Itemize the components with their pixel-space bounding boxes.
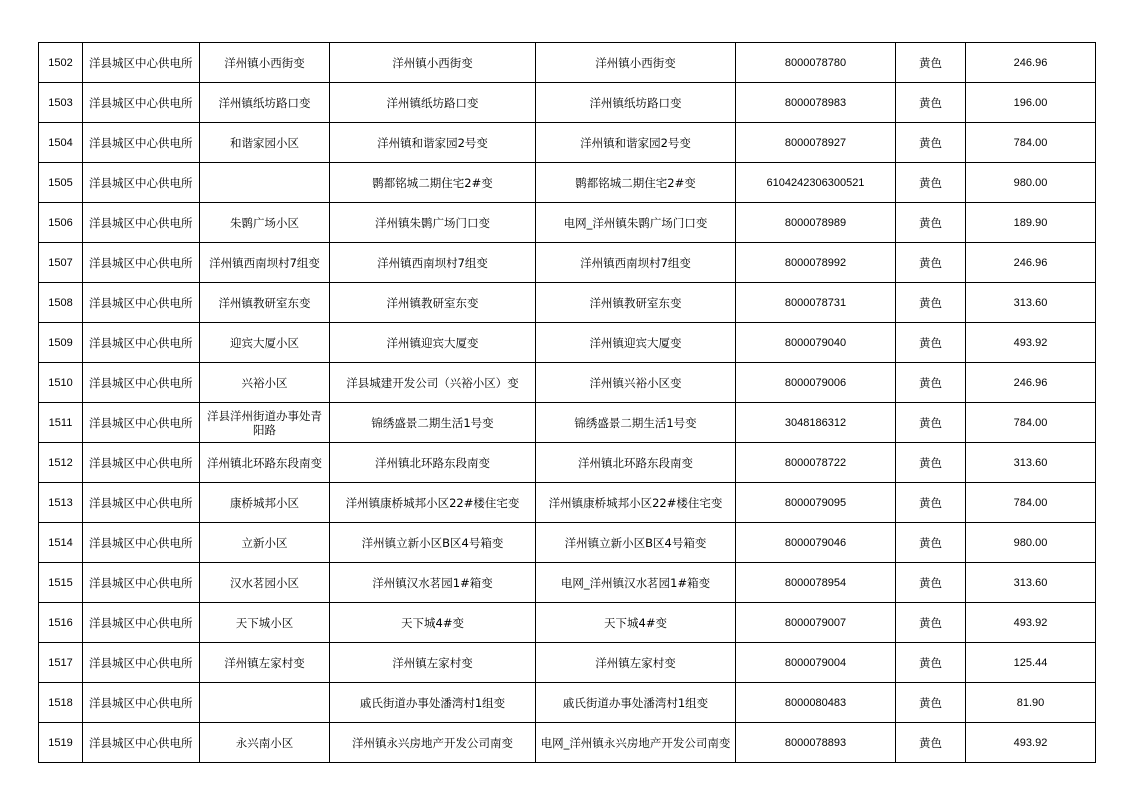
row-number: 1512 [39, 443, 83, 483]
transformer-cell: 洋州镇西南坝村7组变 [330, 243, 536, 283]
warning-level-cell: 黄色 [896, 403, 966, 443]
area-cell: 汉水茗园小区 [200, 563, 330, 603]
warning-level-cell: 黄色 [896, 483, 966, 523]
table-row [39, 723, 1096, 763]
capacity-cell: 980.00 [966, 163, 1096, 203]
transformer-cell: 洋州镇北环路东段南变 [330, 443, 536, 483]
row-number: 1505 [39, 163, 83, 203]
row-number: 1508 [39, 283, 83, 323]
grid-name-cell: 洋州镇和谐家园2号变 [536, 123, 736, 163]
table-row [39, 523, 1096, 563]
warning-level-cell: 黄色 [896, 443, 966, 483]
warning-level-cell: 黄色 [896, 243, 966, 283]
grid-name-cell: 洋州镇康桥城邦小区22#楼住宅变 [536, 483, 736, 523]
capacity-cell: 784.00 [966, 483, 1096, 523]
supply-station-cell: 洋县城区中心供电所 [83, 43, 200, 83]
table-row [39, 123, 1096, 163]
capacity-cell: 784.00 [966, 123, 1096, 163]
warning-level-cell: 黄色 [896, 363, 966, 403]
grid-name-cell: 洋州镇左家村变 [536, 643, 736, 683]
warning-level-cell: 黄色 [896, 43, 966, 83]
area-cell: 和谐家园小区 [200, 123, 330, 163]
row-number: 1504 [39, 123, 83, 163]
area-cell: 迎宾大厦小区 [200, 323, 330, 363]
supply-station-cell: 洋县城区中心供电所 [83, 483, 200, 523]
warning-level-cell: 黄色 [896, 683, 966, 723]
capacity-cell: 125.44 [966, 643, 1096, 683]
warning-level-cell: 黄色 [896, 203, 966, 243]
row-number: 1502 [39, 43, 83, 83]
row-number: 1513 [39, 483, 83, 523]
grid-name-cell: 戚氏街道办事处潘湾村1组变 [536, 683, 736, 723]
account-number-cell: 8000079006 [736, 363, 896, 403]
area-cell [200, 683, 330, 723]
account-number-cell: 8000078989 [736, 203, 896, 243]
grid-name-cell: 洋州镇小西街变 [536, 43, 736, 83]
grid-name-cell: 电网_洋州镇永兴房地产开发公司南变 [536, 723, 736, 763]
supply-station-cell: 洋县城区中心供电所 [83, 163, 200, 203]
grid-name-cell: 洋州镇纸坊路口变 [536, 83, 736, 123]
area-cell: 洋州镇教研室东变 [200, 283, 330, 323]
area-cell: 兴裕小区 [200, 363, 330, 403]
warning-level-cell: 黄色 [896, 163, 966, 203]
table-row [39, 323, 1096, 363]
transformer-cell: 洋州镇康桥城邦小区22#楼住宅变 [330, 483, 536, 523]
transformer-cell: 锦绣盛景二期生活1号变 [330, 403, 536, 443]
account-number-cell: 3048186312 [736, 403, 896, 443]
supply-station-cell: 洋县城区中心供电所 [83, 723, 200, 763]
table-row [39, 203, 1096, 243]
area-cell: 洋州镇左家村变 [200, 643, 330, 683]
account-number-cell: 6104242306300521 [736, 163, 896, 203]
area-cell: 洋州镇纸坊路口变 [200, 83, 330, 123]
supply-station-cell: 洋县城区中心供电所 [83, 243, 200, 283]
area-cell: 洋州镇西南坝村7组变 [200, 243, 330, 283]
area-cell: 天下城小区 [200, 603, 330, 643]
supply-station-cell: 洋县城区中心供电所 [83, 123, 200, 163]
warning-level-cell: 黄色 [896, 723, 966, 763]
supply-station-cell: 洋县城区中心供电所 [83, 323, 200, 363]
account-number-cell: 8000079007 [736, 603, 896, 643]
supply-station-cell: 洋县城区中心供电所 [83, 643, 200, 683]
transformer-cell: 洋州镇左家村变 [330, 643, 536, 683]
supply-station-cell: 洋县城区中心供电所 [83, 83, 200, 123]
table-row [39, 363, 1096, 403]
account-number-cell: 8000078983 [736, 83, 896, 123]
supply-station-cell: 洋县城区中心供电所 [83, 363, 200, 403]
table-row [39, 443, 1096, 483]
transformer-cell: 洋州镇永兴房地产开发公司南变 [330, 723, 536, 763]
transformer-cell: 洋州镇迎宾大厦变 [330, 323, 536, 363]
area-cell: 朱鹮广场小区 [200, 203, 330, 243]
transformer-cell: 戚氏街道办事处潘湾村1组变 [330, 683, 536, 723]
grid-name-cell: 锦绣盛景二期生活1号变 [536, 403, 736, 443]
table-row [39, 83, 1096, 123]
account-number-cell: 8000078954 [736, 563, 896, 603]
warning-level-cell: 黄色 [896, 523, 966, 563]
grid-name-cell: 洋州镇立新小区B区4号箱变 [536, 523, 736, 563]
area-cell: 洋州镇北环路东段南变 [200, 443, 330, 483]
transformer-cell: 洋县城建开发公司（兴裕小区）变 [330, 363, 536, 403]
table-row [39, 243, 1096, 283]
capacity-cell: 189.90 [966, 203, 1096, 243]
supply-station-cell: 洋县城区中心供电所 [83, 563, 200, 603]
row-number: 1517 [39, 643, 83, 683]
supply-station-cell: 洋县城区中心供电所 [83, 283, 200, 323]
capacity-cell: 493.92 [966, 723, 1096, 763]
capacity-cell: 246.96 [966, 43, 1096, 83]
transformer-cell: 洋州镇小西街变 [330, 43, 536, 83]
grid-name-cell: 洋州镇兴裕小区变 [536, 363, 736, 403]
transformer-cell: 洋州镇纸坊路口变 [330, 83, 536, 123]
table-body [39, 43, 1096, 763]
area-cell: 康桥城邦小区 [200, 483, 330, 523]
transformer-cell: 洋州镇朱鹮广场门口变 [330, 203, 536, 243]
grid-name-cell: 洋州镇迎宾大厦变 [536, 323, 736, 363]
capacity-cell: 980.00 [966, 523, 1096, 563]
account-number-cell: 8000078893 [736, 723, 896, 763]
area-cell: 洋县洋州街道办事处青阳路 [200, 403, 330, 443]
area-cell: 洋州镇小西街变 [200, 43, 330, 83]
row-number: 1518 [39, 683, 83, 723]
transformer-cell: 鹮都铭城二期住宅2#变 [330, 163, 536, 203]
area-cell: 永兴南小区 [200, 723, 330, 763]
row-number: 1507 [39, 243, 83, 283]
transformer-cell: 洋州镇和谐家园2号变 [330, 123, 536, 163]
row-number: 1506 [39, 203, 83, 243]
table-row [39, 643, 1096, 683]
row-number: 1510 [39, 363, 83, 403]
account-number-cell: 8000079004 [736, 643, 896, 683]
warning-level-cell: 黄色 [896, 83, 966, 123]
supply-station-cell: 洋县城区中心供电所 [83, 603, 200, 643]
grid-name-cell: 洋州镇北环路东段南变 [536, 443, 736, 483]
account-number-cell: 8000078722 [736, 443, 896, 483]
row-number: 1509 [39, 323, 83, 363]
warning-level-cell: 黄色 [896, 323, 966, 363]
capacity-cell: 313.60 [966, 443, 1096, 483]
transformer-cell: 洋州镇教研室东变 [330, 283, 536, 323]
account-number-cell: 8000078731 [736, 283, 896, 323]
area-cell: 立新小区 [200, 523, 330, 563]
data-table [38, 42, 1096, 763]
capacity-cell: 313.60 [966, 563, 1096, 603]
account-number-cell: 8000078992 [736, 243, 896, 283]
capacity-cell: 246.96 [966, 363, 1096, 403]
account-number-cell: 8000080483 [736, 683, 896, 723]
capacity-cell: 493.92 [966, 323, 1096, 363]
row-number: 1515 [39, 563, 83, 603]
capacity-cell: 784.00 [966, 403, 1096, 443]
table-row [39, 483, 1096, 523]
warning-level-cell: 黄色 [896, 283, 966, 323]
row-number: 1503 [39, 83, 83, 123]
warning-level-cell: 黄色 [896, 563, 966, 603]
row-number: 1511 [39, 403, 83, 443]
capacity-cell: 246.96 [966, 243, 1096, 283]
row-number: 1519 [39, 723, 83, 763]
capacity-cell: 196.00 [966, 83, 1096, 123]
grid-name-cell: 电网_洋州镇汉水茗园1#箱变 [536, 563, 736, 603]
supply-station-cell: 洋县城区中心供电所 [83, 403, 200, 443]
supply-station-cell: 洋县城区中心供电所 [83, 203, 200, 243]
transformer-cell: 洋州镇立新小区B区4号箱变 [330, 523, 536, 563]
account-number-cell: 8000078780 [736, 43, 896, 83]
row-number: 1516 [39, 603, 83, 643]
grid-name-cell: 洋州镇西南坝村7组变 [536, 243, 736, 283]
grid-name-cell: 鹮都铭城二期住宅2#变 [536, 163, 736, 203]
table-row [39, 283, 1096, 323]
transformer-cell: 洋州镇汉水茗园1#箱变 [330, 563, 536, 603]
supply-station-cell: 洋县城区中心供电所 [83, 443, 200, 483]
supply-station-cell: 洋县城区中心供电所 [83, 683, 200, 723]
warning-level-cell: 黄色 [896, 643, 966, 683]
transformer-cell: 天下城4#变 [330, 603, 536, 643]
area-cell [200, 163, 330, 203]
capacity-cell: 313.60 [966, 283, 1096, 323]
account-number-cell: 8000078927 [736, 123, 896, 163]
warning-level-cell: 黄色 [896, 123, 966, 163]
grid-name-cell: 天下城4#变 [536, 603, 736, 643]
table-row [39, 563, 1096, 603]
table-row [39, 43, 1096, 83]
account-number-cell: 8000079095 [736, 483, 896, 523]
grid-name-cell: 电网_洋州镇朱鹮广场门口变 [536, 203, 736, 243]
capacity-cell: 493.92 [966, 603, 1096, 643]
warning-level-cell: 黄色 [896, 603, 966, 643]
account-number-cell: 8000079040 [736, 323, 896, 363]
table-row [39, 403, 1096, 443]
table-row [39, 163, 1096, 203]
table-row [39, 603, 1096, 643]
supply-station-cell: 洋县城区中心供电所 [83, 523, 200, 563]
capacity-cell: 81.90 [966, 683, 1096, 723]
table-row [39, 683, 1096, 723]
account-number-cell: 8000079046 [736, 523, 896, 563]
row-number: 1514 [39, 523, 83, 563]
grid-name-cell: 洋州镇教研室东变 [536, 283, 736, 323]
